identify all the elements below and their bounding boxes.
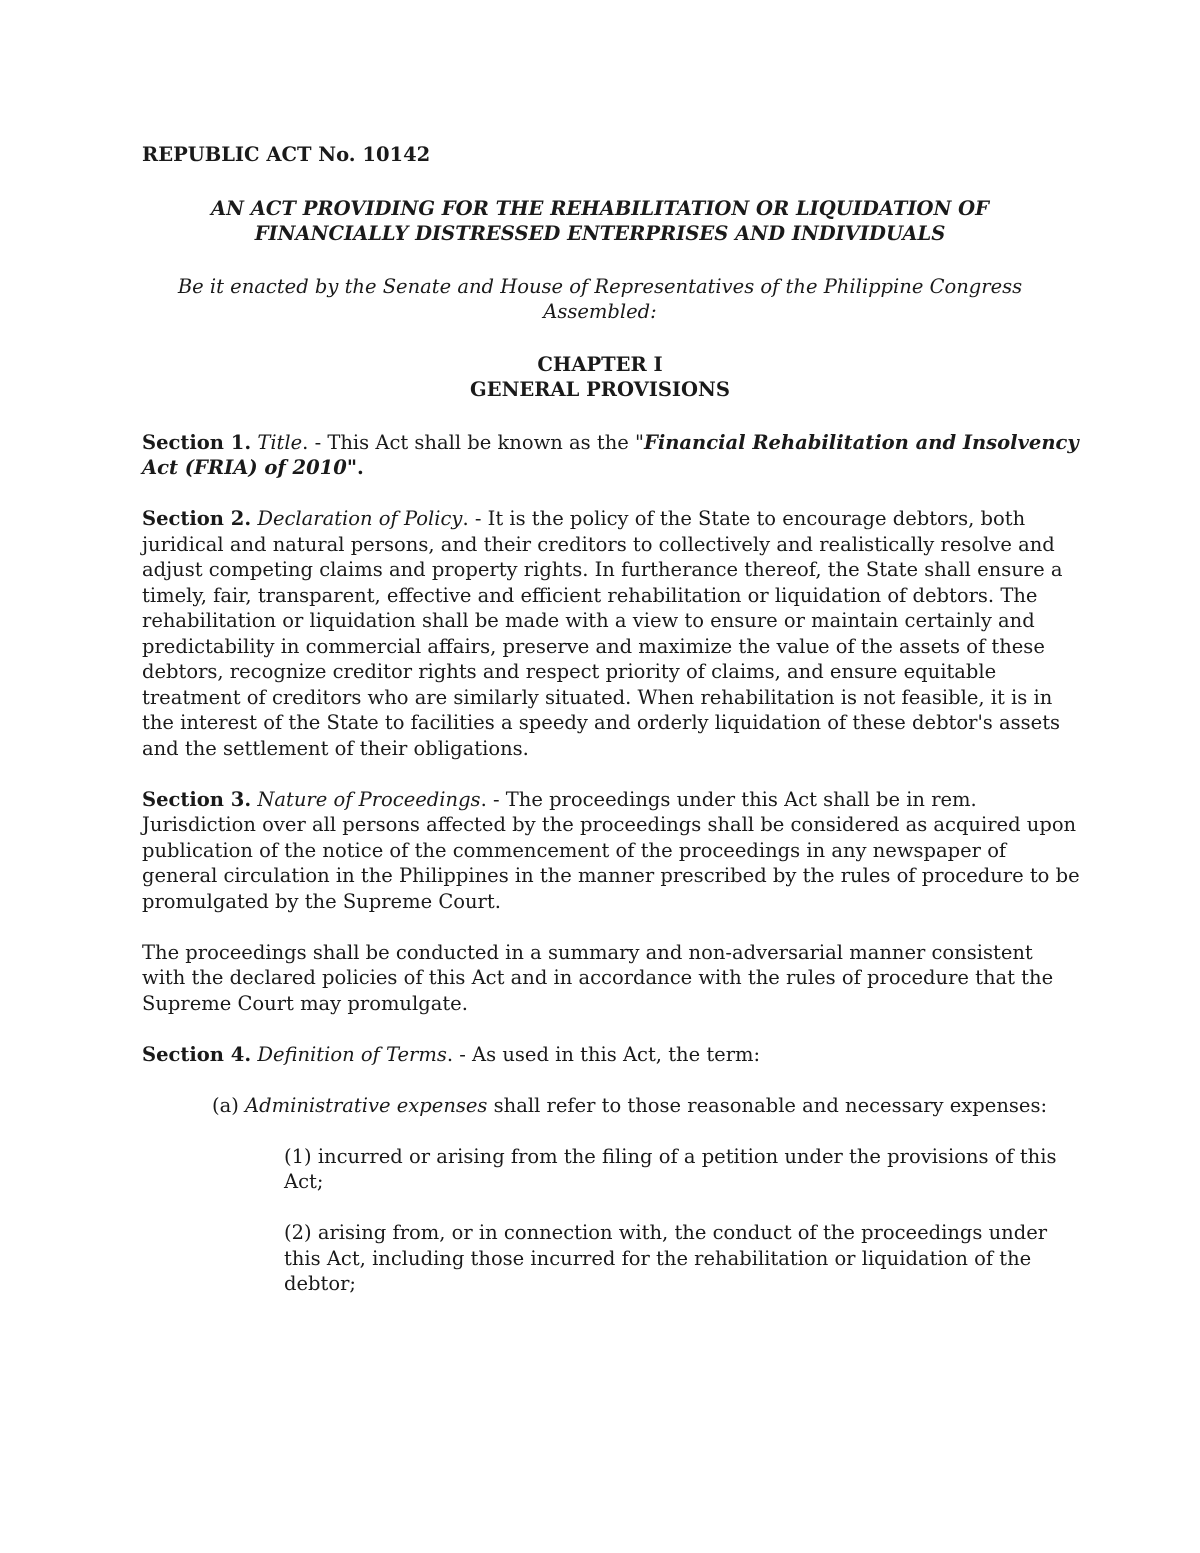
enacting-clause: Be it enacted by the Senate and House of Representatives of the Philippine Congress Assembled: bbox=[177, 274, 1023, 323]
section-2 bbox=[142, 506, 1080, 761]
section-4-subitem-2: (2) arising from, or in connection with, the conduct of the proceedings under this Act, including those incurred for the rehabilitation or liquidation of the debtor; bbox=[284, 1221, 1048, 1295]
section-3-paragraph-2: The proceedings shall be conducted in a summary and non-adversarial manner consistent with the declared policies of this Act and in accordance with the rules of procedure that the Supreme Court may promulgate. bbox=[142, 940, 1054, 1015]
section-4-heading: Section 4. bbox=[142, 1042, 252, 1066]
chapter-heading bbox=[142, 352, 1058, 403]
act-number: REPUBLIC ACT No. 10142 bbox=[142, 143, 431, 166]
section-2-title: Declaration of Policy bbox=[257, 507, 463, 530]
section-1-closing: ". bbox=[346, 456, 364, 479]
section-4 bbox=[142, 1042, 1080, 1068]
section-1-heading: Section 1. bbox=[142, 430, 252, 454]
chapter-title: GENERAL PROVISIONS bbox=[470, 378, 730, 401]
section-3-heading: Section 3. bbox=[142, 787, 252, 811]
section-1-act-name: Financial Rehabilitation and Insolvency Act (FRIA) of 2010 bbox=[142, 430, 1079, 479]
item-a-term: Administrative expenses bbox=[245, 1093, 488, 1117]
section-4-title: Definition of Terms bbox=[257, 1042, 447, 1066]
section-4-text: . - As used in this Act, the term: bbox=[446, 1042, 761, 1066]
section-3-title: Nature of Proceedings bbox=[257, 787, 481, 811]
section-1-text: . - This Act shall be known as the " bbox=[302, 430, 644, 454]
section-1 bbox=[142, 430, 1080, 481]
section-4-item-a bbox=[212, 1093, 1080, 1119]
chapter-number: CHAPTER I bbox=[537, 352, 663, 376]
section-2-text: . - It is the policy of the State to encourage debtors, both juridical and natural persons, and their creditors to collectively and realistically resolve and adjust competing claims and property rights. In furtherance thereof, the State shall ensure a timely, fair, transparent, effective and efficient rehabilitation or liquidation of debtors. The rehabilitation or liquidation shall be made with a view to ensure or maintain certainly and predictability in commercial affairs, preserve and maximize the value of the assets of these debtors, recognize creditor rights and respect priority of claims, and ensure equitable treatment of creditors who are similarly situated. When rehabilitation is not feasible, it is in the interest of the State to facilities a speedy and orderly liquidation of these debtor's assets and the settlement of their obligations. bbox=[142, 507, 1063, 760]
act-title-line-1: AN ACT PROVIDING FOR THE REHABILITATION OR LIQUIDATION OF bbox=[211, 196, 989, 220]
section-1-title: Title bbox=[257, 430, 303, 454]
act-title bbox=[142, 196, 1058, 247]
act-title-line-2: FINANCIALLY DISTRESSED ENTERPRISES AND INDIVIDUALS bbox=[254, 222, 946, 245]
section-2-heading: Section 2. bbox=[142, 507, 252, 530]
section-3-text: . - The proceedings under this Act shall be in rem. Jurisdiction over all persons affected by the proceedings shall be considered as acquired upon publication of the notice of the commencement of the proceedings in any newspaper of general circulation in the Philippines in the manner prescribed by the rules of procedure to be promulgated by the Supreme Court. bbox=[142, 787, 1080, 913]
item-a-label: (a) bbox=[212, 1093, 246, 1117]
item-a-text: shall refer to those reasonable and necessary expenses: bbox=[487, 1093, 1048, 1117]
section-3 bbox=[142, 787, 1080, 915]
section-4-subitem-1: (1) incurred or arising from the filing of a petition under the provisions of this Act; bbox=[284, 1144, 1057, 1193]
